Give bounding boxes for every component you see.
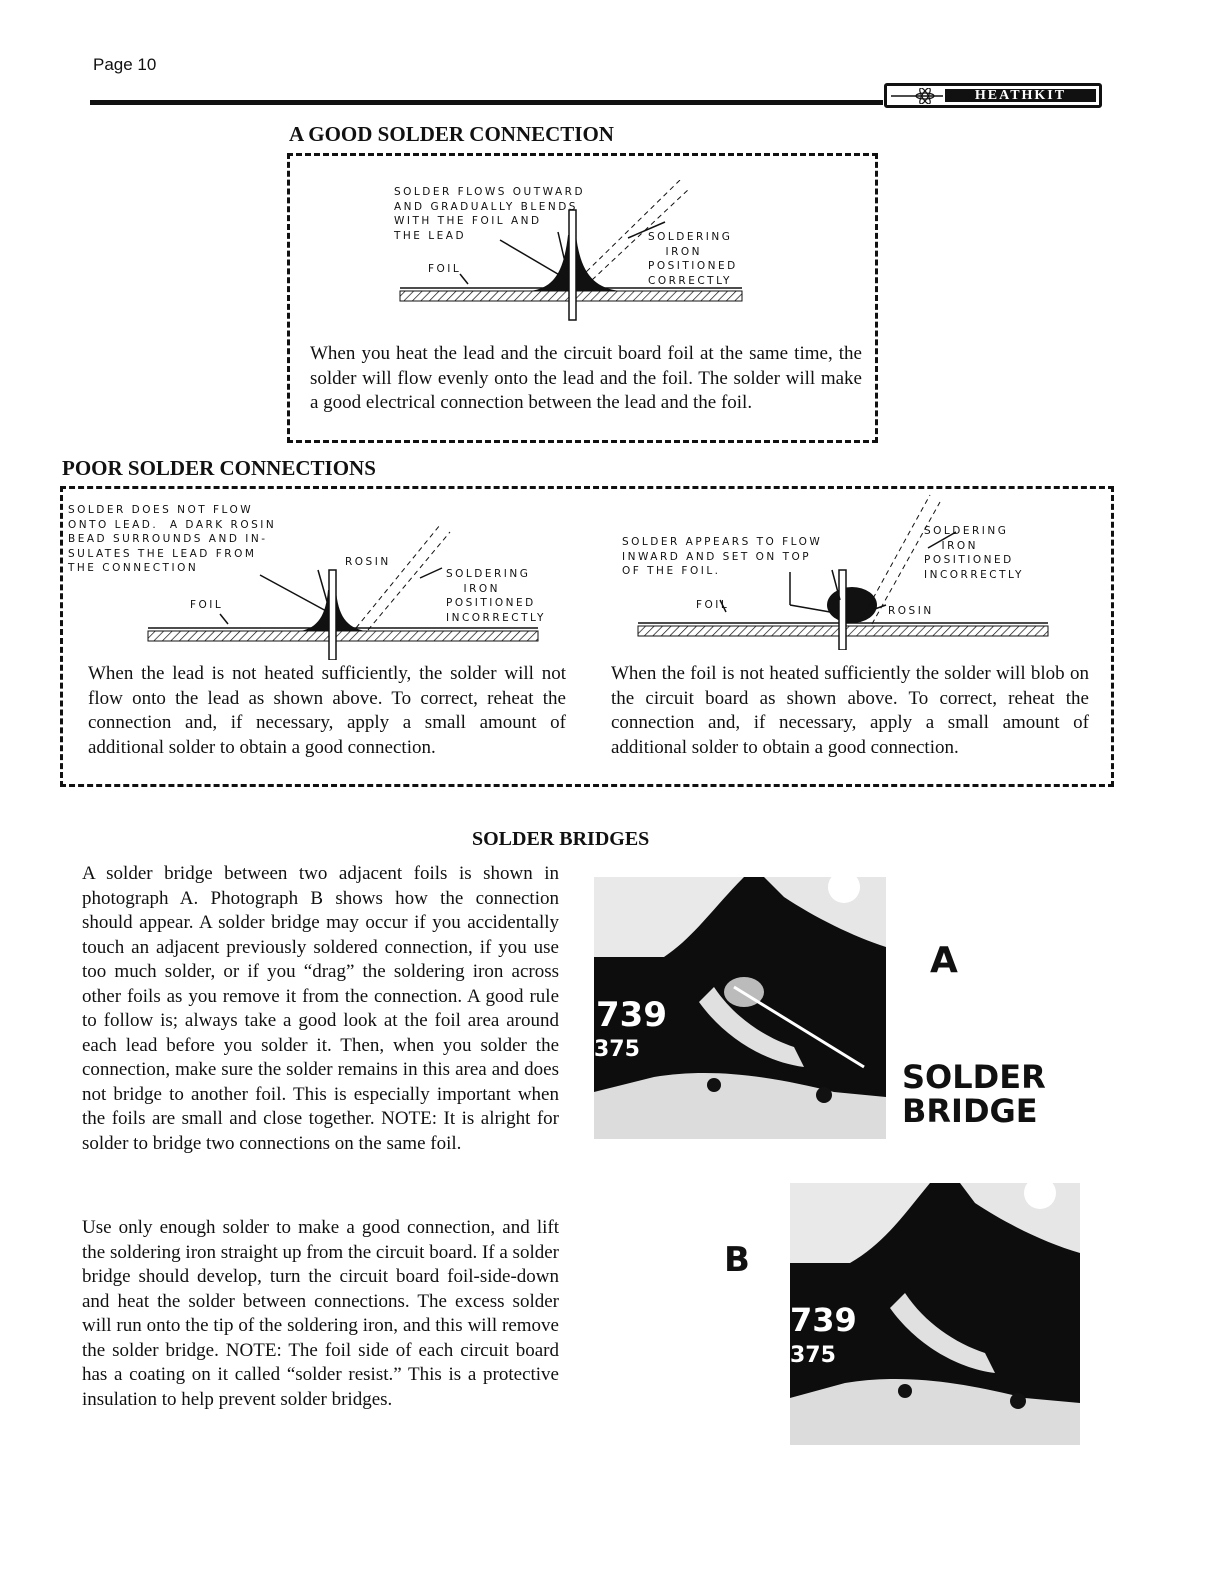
board-number-2: 375 [594, 1037, 640, 1062]
poor-right-text: When the foil is not heated sufficiently the solder will blob on the circuit board as shown above. To correct, reheat the connection and, if necessary, apply a small amount of additional solder to obtain a good connection. [611, 663, 1089, 758]
poor-left-caption-foil: FOIL [190, 599, 224, 611]
poor-connections-title: POOR SOLDER CONNECTIONS [62, 456, 376, 480]
poor-right-caption-iron: SOLDERING IRON POSITIONED INCORRECTLY [924, 525, 1024, 581]
good-connection-title: A GOOD SOLDER CONNECTION [289, 122, 614, 146]
board-number-1: 739 [596, 995, 667, 1035]
solder-bridge-callout: SOLDER BRIDGE [902, 1058, 1046, 1130]
photograph-b [790, 1183, 1080, 1445]
solder-bridges-para-2: Use only enough solder to make a good connection, and lift the soldering iron straight up from the circuit board. If a solder bridge should develop, turn the circuit board foil-side-down and heat the solder between connections. The excess solder will run onto the tip of the soldering iron, and this will remove the solder bridge. NOTE: The foil side of each circuit board has a coating on it called “solder resist.” This is a protective insulation to help prevent solder bridges. [82, 1217, 559, 1410]
poor-left-caption-rosin: ROSIN [345, 556, 391, 568]
solder-bridges-title: SOLDER BRIDGES [472, 828, 650, 850]
photograph-a [594, 877, 886, 1139]
brand-name: HEATHKIT [945, 89, 1096, 102]
good-caption-iron: SOLDERING IRON POSITIONED CORRECTLY [648, 231, 738, 287]
heathkit-logo [884, 83, 1102, 108]
poor-left-caption-main: SOLDER DOES NOT FLOW ONTO LEAD. A DARK ROSIN BEAD SURROUNDS AND IN- SULATES THE LEAD FROM THE CONNECTION [68, 504, 277, 574]
poor-left-text: When the lead is not heated sufficiently, the solder will not flow onto the lead as shown above. To correct, reheat the connection and, if necessary, apply a small amount of additional solder to obtain a good connection. [88, 663, 566, 758]
good-caption-foil: FOIL [428, 263, 462, 275]
header-rule [90, 100, 883, 105]
poor-right-caption-rosin: ROSIN [888, 605, 934, 617]
page-number: Page 10 [93, 55, 157, 74]
photo-b-label: B [724, 1240, 750, 1280]
good-connection-text: When you heat the lead and the circuit board foil at the same time, the solder will flow evenly onto the lead and the foil. The solder will make a good electrical connection between the lead and the foil. [310, 343, 862, 413]
board-number-2-b: 375 [790, 1343, 836, 1368]
good-caption-main: SOLDER FLOWS OUTWARD AND GRADUALLY BLENDS WITH THE FOIL AND THE LEAD [394, 186, 586, 242]
poor-left-caption-iron: SOLDERING IRON POSITIONED INCORRECTLY [446, 568, 546, 624]
atom-icon [891, 88, 943, 104]
photo-a-label: A [930, 940, 958, 981]
board-number-1-b: 739 [790, 1301, 857, 1339]
solder-bridges-para-1: A solder bridge between two adjacent foils is shown in photograph A. Photograph B shows how the connection should appear. A solder bridge may occur if you accidentally touch an adjacent previously soldered connection, if you use too much solder, or if you “drag” the soldering iron across other foils as you remove it from the connection. A good rule to follow is; always take a good look at the foil area around each lead before you solder it. Then, when you solder the connection, make sure the solder remains in this area and does not bridge to another foil. This is especially important when the foils are small and close together. NOTE: It is alright for solder to bridge two connections on the same foil. [82, 863, 559, 1154]
poor-right-caption-foil: FOIL [696, 599, 730, 611]
poor-right-caption-main: SOLDER APPEARS TO FLOW INWARD AND SET ON TOP OF THE FOIL. [622, 536, 823, 577]
